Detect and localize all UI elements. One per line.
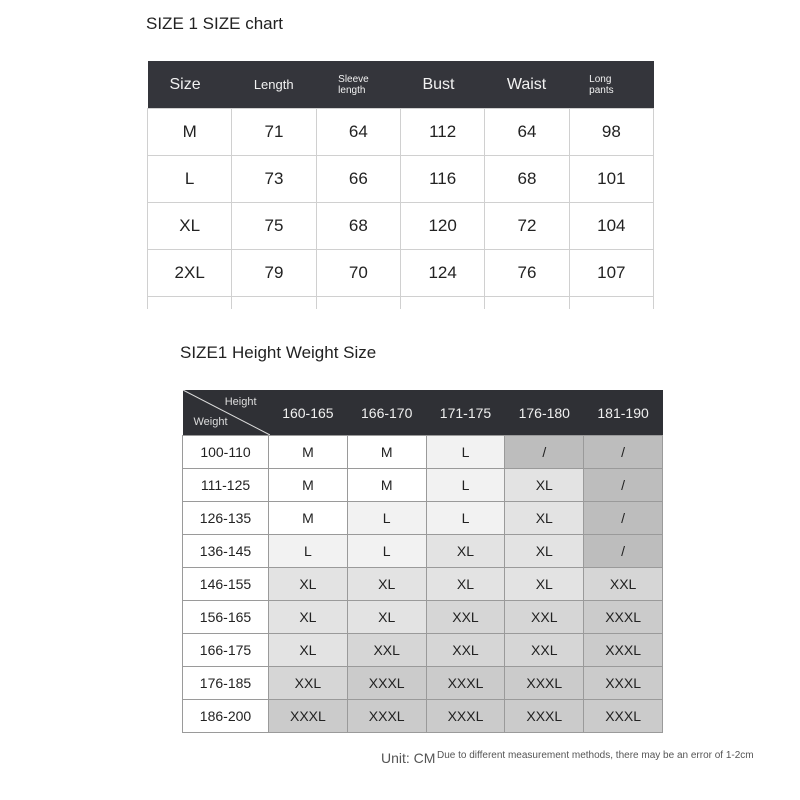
table-cell: 101 xyxy=(569,156,653,203)
table-row-partial xyxy=(148,297,654,310)
header-size: Size xyxy=(148,61,232,109)
header-long-pants: Long pants xyxy=(569,61,653,109)
table-row xyxy=(183,568,663,601)
size-cell: XL xyxy=(269,634,348,667)
size-cell: XXXL xyxy=(584,634,663,667)
table-cell: 79 xyxy=(232,250,316,297)
table-row xyxy=(183,535,663,568)
table-cell: 76 xyxy=(485,250,569,297)
size-cell: XXXL xyxy=(584,667,663,700)
weight-range-cell: 146-155 xyxy=(183,568,269,601)
table-cell xyxy=(232,297,316,310)
height-header: 160-165 xyxy=(269,390,348,436)
size-cell: XL xyxy=(426,568,505,601)
weight-range-cell: 186-200 xyxy=(183,700,269,733)
size-cell: L xyxy=(426,436,505,469)
size-cell: M xyxy=(269,436,348,469)
table-cell: 112 xyxy=(400,109,484,156)
table-cell: 70 xyxy=(316,250,400,297)
size-cell: XXL xyxy=(426,634,505,667)
height-header: 181-190 xyxy=(584,390,663,436)
size-cell: XXXL xyxy=(426,667,505,700)
table-row xyxy=(148,203,654,250)
size-cell: / xyxy=(584,535,663,568)
table-cell xyxy=(148,297,232,310)
table-cell: 64 xyxy=(316,109,400,156)
size-cell: XXXL xyxy=(426,700,505,733)
table-row xyxy=(148,250,654,297)
table-cell: 107 xyxy=(569,250,653,297)
table-cell xyxy=(485,297,569,310)
height-header: 166-170 xyxy=(347,390,426,436)
height-header: 171-175 xyxy=(426,390,505,436)
corner-weight-label: Weight xyxy=(193,416,228,428)
size-cell: XL xyxy=(505,568,584,601)
table-cell xyxy=(569,297,653,310)
table-cell: 64 xyxy=(485,109,569,156)
weight-range-cell: 176-185 xyxy=(183,667,269,700)
table-cell xyxy=(400,297,484,310)
header-waist: Waist xyxy=(485,61,569,109)
table-cell xyxy=(316,297,400,310)
size-chart-title: SIZE 1 SIZE chart xyxy=(146,14,283,33)
table-cell: L xyxy=(148,156,232,203)
size-cell: XXXL xyxy=(584,601,663,634)
table-cell: 66 xyxy=(316,156,400,203)
table-cell: 72 xyxy=(485,203,569,250)
table-cell: 116 xyxy=(400,156,484,203)
size-cell: XXL xyxy=(347,634,426,667)
size-cell: XL xyxy=(505,535,584,568)
table-cell: 104 xyxy=(569,203,653,250)
size-cell: XL xyxy=(426,535,505,568)
table-cell: 71 xyxy=(232,109,316,156)
weight-range-cell: 166-175 xyxy=(183,634,269,667)
size-cell: XXXL xyxy=(505,667,584,700)
size-cell: XL xyxy=(269,601,348,634)
size-cell: L xyxy=(347,535,426,568)
size-cell: XXL xyxy=(269,667,348,700)
size-cell: XXXL xyxy=(347,667,426,700)
weight-range-cell: 136-145 xyxy=(183,535,269,568)
unit-label: Unit: CM xyxy=(381,750,436,766)
size-cell: XXXL xyxy=(269,700,348,733)
size-chart-header-row xyxy=(148,61,654,109)
table-row xyxy=(183,502,663,535)
size-cell: XL xyxy=(347,568,426,601)
hw-chart-title: SIZE1 Height Weight Size xyxy=(180,343,377,362)
size-cell: XL xyxy=(347,601,426,634)
size-cell: L xyxy=(426,502,505,535)
table-cell: 68 xyxy=(485,156,569,203)
measurement-note: Due to different measurement methods, there may be an error of 1-2cm xyxy=(437,750,754,761)
table-row xyxy=(183,601,663,634)
size-cell: XXL xyxy=(584,568,663,601)
table-row xyxy=(183,700,663,733)
table-row xyxy=(148,156,654,203)
table-row xyxy=(183,436,663,469)
weight-range-cell: 156-165 xyxy=(183,601,269,634)
size-cell: XXXL xyxy=(584,700,663,733)
size-cell: M xyxy=(347,469,426,502)
table-cell: M xyxy=(148,109,232,156)
size-cell: XL xyxy=(505,469,584,502)
weight-range-cell: 111-125 xyxy=(183,469,269,502)
size-cell: / xyxy=(584,436,663,469)
size-cell: / xyxy=(584,469,663,502)
size-cell: XXL xyxy=(505,634,584,667)
size-cell: M xyxy=(269,469,348,502)
table-cell: 98 xyxy=(569,109,653,156)
table-row xyxy=(183,667,663,700)
header-sleeve-length: Sleeve length xyxy=(316,61,400,109)
size-cell: XXL xyxy=(426,601,505,634)
size-cell: XXXL xyxy=(505,700,584,733)
size-cell: XXL xyxy=(505,601,584,634)
table-row xyxy=(183,469,663,502)
size-cell: M xyxy=(347,436,426,469)
size-cell: L xyxy=(269,535,348,568)
size-cell: / xyxy=(505,436,584,469)
size-cell: XL xyxy=(505,502,584,535)
table-row xyxy=(148,109,654,156)
table-row xyxy=(183,634,663,667)
weight-range-cell: 126-135 xyxy=(183,502,269,535)
height-header: 176-180 xyxy=(505,390,584,436)
size-cell: XL xyxy=(269,568,348,601)
table-cell: 120 xyxy=(400,203,484,250)
table-cell: 73 xyxy=(232,156,316,203)
table-cell: 68 xyxy=(316,203,400,250)
table-cell: XL xyxy=(148,203,232,250)
table-cell: 2XL xyxy=(148,250,232,297)
hw-header-row xyxy=(183,390,663,436)
size-cell: L xyxy=(347,502,426,535)
height-weight-table xyxy=(182,390,663,733)
size-cell: / xyxy=(584,502,663,535)
size-chart-table xyxy=(147,61,654,309)
weight-range-cell: 100-110 xyxy=(183,436,269,469)
size-cell: L xyxy=(426,469,505,502)
hw-corner-cell xyxy=(183,390,269,436)
corner-height-label: Height xyxy=(224,396,257,408)
size-cell: XXXL xyxy=(347,700,426,733)
table-cell: 75 xyxy=(232,203,316,250)
header-length: Length xyxy=(232,61,316,109)
size-cell: M xyxy=(269,502,348,535)
header-bust: Bust xyxy=(400,61,484,109)
table-cell: 124 xyxy=(400,250,484,297)
